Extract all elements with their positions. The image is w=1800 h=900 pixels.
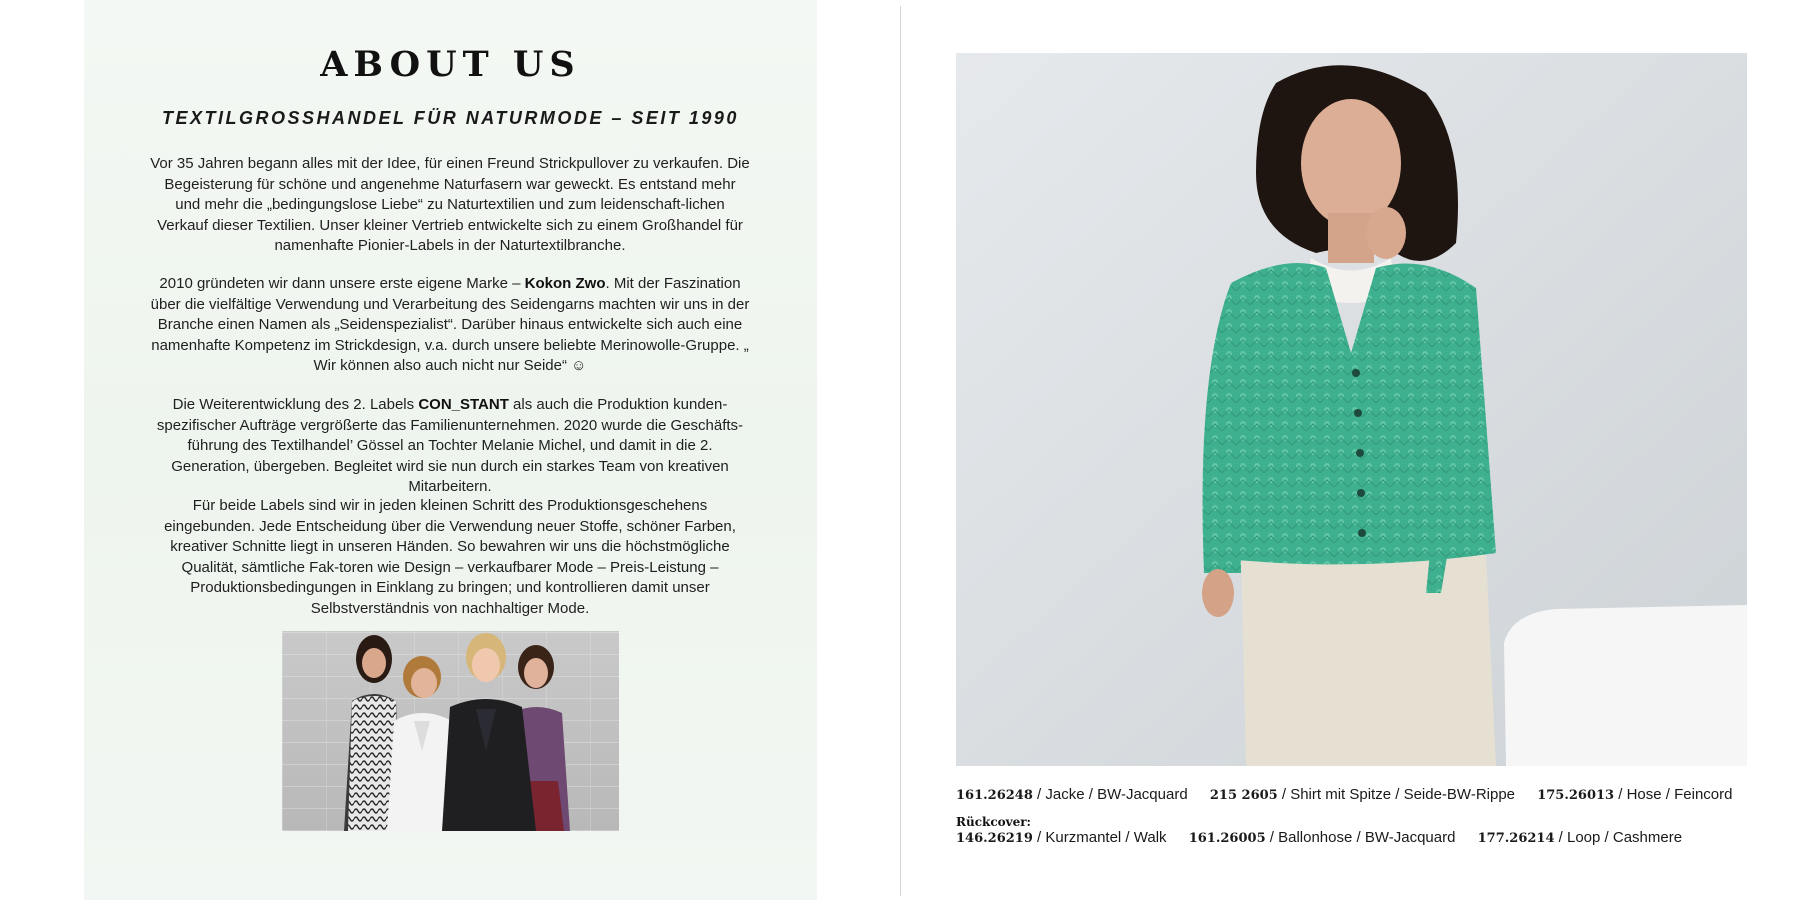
model-illustration [956,53,1747,766]
caption-item [956,829,1167,846]
caption-item [1537,786,1732,803]
paragraph-text: als auch die Produktion kunden-spezifischer Aufträge vergrößerte das Familienunternehmen. 2020 wurde die Geschäfts-führung des Textilhandel’ Gössel an Tochter Melanie Michel, und damit in die 2. Generation, übergeben. Begleitet wird sie nun durch ein starkes Team von kreativen Mitarbeitern. [156,396,744,496]
paragraph-con-stant [150,395,750,498]
backcover-label: Rückcover: [956,815,1031,829]
team-illustration [282,631,619,831]
white-sofa [1504,605,1747,766]
product-captions-cover [956,786,1750,803]
article-number: 175.26013 [1537,788,1615,803]
caption-item [1189,829,1456,846]
caption-item [1210,786,1515,803]
model-photo [956,53,1747,766]
page-subtitle: TEXTILGROSSHANDEL FÜR NATURMODE – SEIT 1990 [162,108,739,128]
team-photo [282,631,619,831]
about-page [84,0,817,900]
brand-name-kokon-zwo: Kokon Zwo [524,275,606,292]
page-title: ABOUT US [320,44,581,85]
paragraph-text: Die Weiterentwicklung des 2. Labels [172,396,419,413]
article-number: 146.26219 [956,831,1033,846]
page-fold-divider [900,6,901,896]
article-description: / Ballonhose / BW-Jacquard [1265,829,1456,846]
article-description: / Kurzmantel / Walk [1032,829,1167,846]
article-description: / Shirt mit Spitze / Seide-BW-Rippe [1277,786,1516,803]
caption-item [1478,829,1682,846]
paragraph-text: 2010 gründeten wir dann unsere erste eigene Marke – [159,275,525,292]
paragraph-history: Vor 35 Jahren begann alles mit der Idee, für einen Freund Strickpullover zu verkaufen. Die Begeisterung für schöne und angenehme Naturfasern war geweckt. Es entstand mehr und mehr die „bedingungslose Liebe“ zu Naturtextilien und zum leidenschaft-lichen Verkauf dieser Textilien. Unser kleiner Vertrieb entwickelte sich zu einem Großhandel für namenhafte Pionier-Labels in der Naturtextilbranche. [150,155,750,255]
article-description: / Loop / Cashmere [1554,829,1683,846]
article-number: 177.26214 [1477,831,1555,846]
paragraph-production: Für beide Labels sind wir in jeden kleinen Schritt des Produktionsgeschehens eingebunden. Jede Entscheidung über die Verwendung neuer Stoffe, schöner Farben, kreativer Schnitte liegt in unseren Händen. So bewahren wir uns die höchstmögliche Qualität, sämtliche Fak-toren wie Design – verkaufbarer Mode – Preis-Leistung – Produktionsbedingungen in Einklang zu bringen; und kontrollieren damit unser Selbstverständnis von nachhaltiger Mode. [164,497,736,617]
article-description: / Hose / Feincord [1614,786,1733,803]
article-number: 161.26005 [1188,831,1266,846]
paragraph-kokon-zwo [150,274,750,377]
article-number: 215 2605 [1209,788,1278,803]
brand-name-con-stant: CON_STANT [418,396,509,413]
product-captions-backcover [956,829,1700,846]
article-number: 161.26248 [956,788,1033,803]
trousers [1241,553,1496,766]
article-description: / Jacke / BW-Jacquard [1032,786,1188,803]
caption-item [956,786,1188,803]
paragraph-text: . Mit der Faszination über die vielfältige Verwendung und Verarbeitung des Seidengarns machten wir uns in der Branche einen Namen als „Seidenspezialist“. Darüber hinaus entwickelte sich auch eine namenhafte Kompetenz im Strickdesign, v.a. durch unsere beliebte Merinowolle-Gruppe. „ Wir können also auch nicht nur Seide“ ☺ [150,275,750,375]
